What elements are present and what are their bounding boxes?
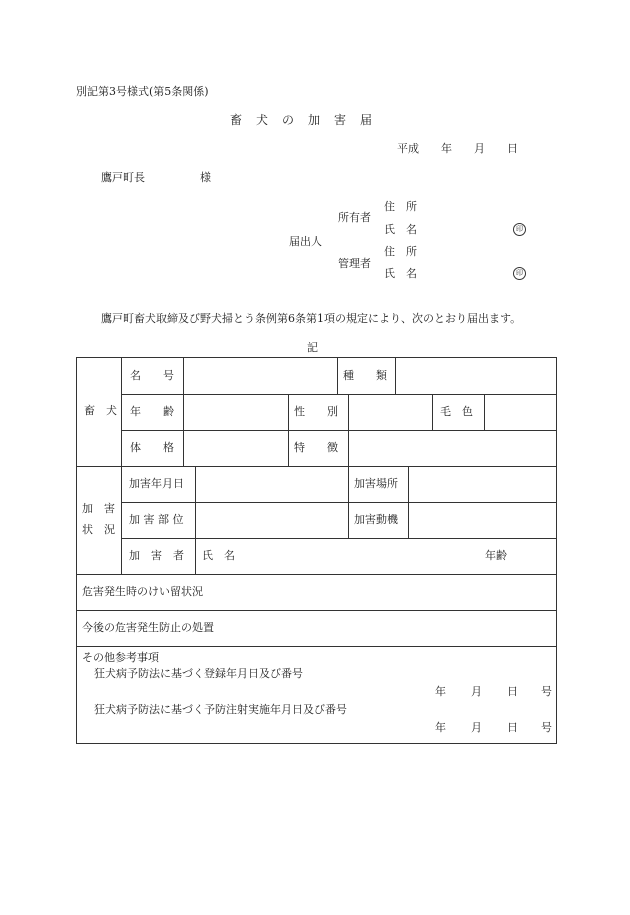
owner-seal-icon: 印 bbox=[513, 223, 526, 236]
owner-label: 所有者 bbox=[338, 211, 371, 224]
containment-label: 危害発生時のけい留状況 bbox=[82, 585, 203, 598]
harm-section-label-2: 状 況 bbox=[82, 523, 115, 536]
sex-label: 性 別 bbox=[294, 405, 338, 418]
perpetrator-age-label: 年齢 bbox=[485, 549, 507, 562]
addressee: 鷹戸町長 様 bbox=[101, 171, 211, 184]
registration-label: 狂犬病予防法に基づく登録年月日及び番号 bbox=[94, 667, 303, 680]
vaccination-number: 号 bbox=[541, 721, 552, 734]
other-notes-label: その他参考事項 bbox=[82, 651, 159, 664]
vaccination-label: 狂犬病予防法に基づく予防注射実施年月日及び番号 bbox=[94, 703, 347, 716]
vaccination-month: 月 bbox=[471, 721, 482, 734]
registration-day: 日 bbox=[507, 685, 518, 698]
harm-section-label-1: 加 害 bbox=[82, 502, 115, 515]
build-label: 体 格 bbox=[130, 441, 174, 454]
perpetrator-name-label: 氏 名 bbox=[202, 549, 235, 562]
breed-label: 種 類 bbox=[343, 369, 387, 382]
form-id: 別記第3号様式(第5条関係) bbox=[76, 85, 209, 98]
ki-label: 記 bbox=[307, 341, 318, 354]
prevention-label: 今後の危害発生防止の処置 bbox=[82, 621, 214, 634]
vaccination-year: 年 bbox=[435, 721, 446, 734]
manager-seal-icon: 印 bbox=[513, 267, 526, 280]
owner-address-label: 住 所 bbox=[384, 200, 417, 213]
dog-section-label: 畜 犬 bbox=[84, 404, 117, 417]
harm-date-label: 加害年月日 bbox=[129, 477, 184, 490]
owner-name-label: 氏 名 bbox=[384, 223, 417, 236]
name-no-label: 名 号 bbox=[130, 369, 174, 382]
harm-part-label: 加 害 部 位 bbox=[129, 513, 184, 526]
registration-year: 年 bbox=[435, 685, 446, 698]
document-title: 畜 犬 の 加 害 届 bbox=[230, 113, 374, 127]
vaccination-day: 日 bbox=[507, 721, 518, 734]
registration-number: 号 bbox=[541, 685, 552, 698]
registration-month: 月 bbox=[471, 685, 482, 698]
perpetrator-label: 加 害 者 bbox=[129, 549, 184, 562]
notifier-label: 届出人 bbox=[289, 235, 322, 248]
statement: 鷹戸町畜犬取締及び野犬掃とう条例第6条第1項の規定により、次のとおり届出ます。 bbox=[101, 312, 522, 325]
harm-place-label: 加害場所 bbox=[354, 477, 398, 490]
coat-color-label: 毛 色 bbox=[440, 405, 473, 418]
manager-label: 管理者 bbox=[338, 257, 371, 270]
manager-address-label: 住 所 bbox=[384, 245, 417, 258]
features-label: 特 徴 bbox=[294, 441, 338, 454]
harm-motive-label: 加害動機 bbox=[354, 513, 398, 526]
manager-name-label: 氏 名 bbox=[384, 267, 417, 280]
age-label: 年 齢 bbox=[130, 405, 174, 418]
date-line: 平成 年 月 日 bbox=[397, 142, 518, 155]
